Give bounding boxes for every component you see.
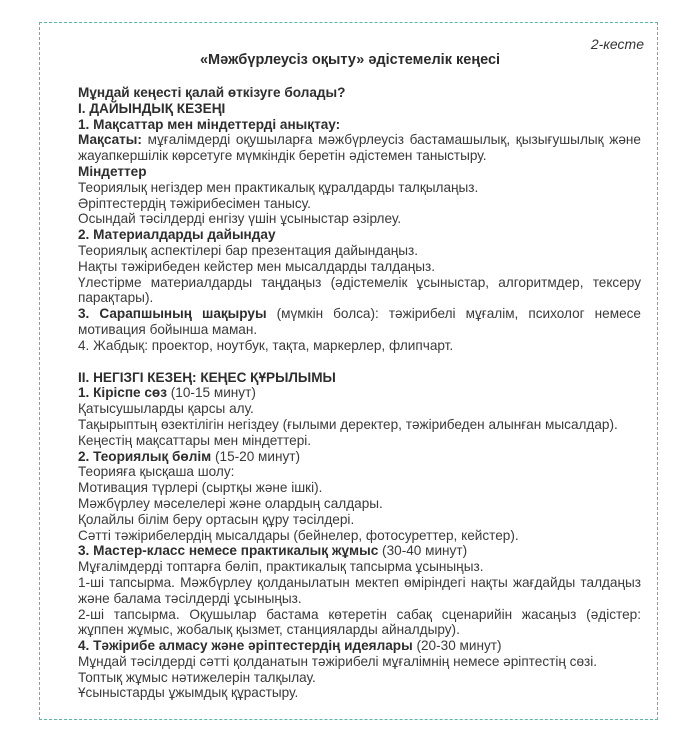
task-line: Әріптестердің тәжірибесімен танысу. bbox=[78, 195, 311, 211]
expert-label: 3. Сарапшының шақыруы bbox=[78, 306, 267, 322]
stage1-heading: I. ДАЙЫНДЫҚ КЕЗЕҢІ bbox=[78, 100, 226, 116]
exchange-line: Топтық жұмыс нәтижелерін талқылау. bbox=[78, 669, 316, 685]
intro-question: Мұндай кеңесті қалай өткізуге болады? bbox=[78, 85, 346, 100]
intro-speech-label: 1. Кіріспе сөз bbox=[78, 385, 167, 401]
stage2-heading: II. НЕГІЗГІ КЕЗЕҢ: КЕҢЕС ҚҰРЫЛЫМЫ bbox=[78, 369, 336, 385]
exchange-line: Ұсыныстарды ұжымдық құрастыру. bbox=[78, 685, 299, 701]
table-number: 2-кесте bbox=[590, 36, 644, 52]
theory-line: Теорияға қысқаша шолу: bbox=[78, 464, 235, 480]
stage1-item1: 1. Мақсаттар мен міндеттерді анықтау: bbox=[78, 116, 341, 132]
table-title: «Мәжбүрлеусіз оқыту» әдістемелік кеңесі bbox=[199, 52, 501, 68]
theory-line: Мәжбүрлеу мәселелері және олардың салдары. bbox=[78, 495, 383, 511]
stage2-item4 bbox=[78, 638, 641, 654]
intro-line: Кеңестің мақсаттары мен міндеттері. bbox=[78, 432, 312, 448]
exchange-line: Мұндай тәсілдерді сәтті қолданатын тәжірибелі мұғалімнің немесе әріптестің сөзі. bbox=[78, 653, 598, 669]
masterclass-time: (30-40 минут) bbox=[378, 543, 468, 559]
theory-label: 2. Теориялық бөлім bbox=[78, 448, 212, 464]
task-line: Осындай тәсілдерді енгізу үшін ұсыныстар әзірлеу. bbox=[78, 211, 402, 227]
practice-line: Мұғалімдерді топтарға бөліп, практикалық тапсырма ұсыныңыз. bbox=[78, 559, 484, 575]
theory-time: (15-20 минут) bbox=[211, 448, 301, 464]
table-content bbox=[78, 85, 641, 701]
goal-paragraph bbox=[78, 132, 641, 164]
exchange-label: 4. Тәжірибе алмасу және әріптестердің идеялары bbox=[78, 638, 413, 654]
expert-text: (мүмкін болса): тәжірибелі мұғалім, психолог немесе мотивация бойынша маман. bbox=[78, 306, 641, 337]
theory-line: Сәтті тәжірибелердің мысалдары (бейнелер, фотосуреттер, кейстер). bbox=[78, 527, 519, 543]
exchange-time: (20-30 минут) bbox=[412, 638, 502, 654]
goal-text: мұғалімдерді оқушыларға мәжбүрлеусіз бастамашылық, қызығушылық және жауапкершілік көрсетуге мүмкіндік беретін әдістемен таныстыру. bbox=[78, 132, 641, 164]
intro-speech-time: (10-15 минут) bbox=[167, 385, 256, 401]
stage2-item1 bbox=[78, 385, 641, 401]
theory-line: Қолайлы білім беру ортасын құру тәсілдері. bbox=[78, 511, 355, 527]
masterclass-label: 3. Мастер-класс немесе практикалық жұмыс bbox=[78, 543, 379, 559]
intro-line: Тақырыптың өзектілігін негіздеу (ғылыми деректер, тәжірибеден алынған мысалдар). bbox=[78, 416, 618, 432]
tasks-label: Міндеттер bbox=[78, 163, 147, 179]
stage1-item2: 2. Материалдарды дайындау bbox=[78, 227, 276, 243]
task1-paragraph: 1-ші тапсырма. Мәжбүрлеу қолданылатын мектеп өміріндегі нақты жағдайды талдаңыз және балама тәсілдерді ұсыныңыз. bbox=[78, 574, 641, 606]
stage1-item4: 4. Жабдық: проектор, ноутбук, тақта, маркерлер, флипчарт. bbox=[78, 337, 454, 353]
task-line: Теориялық негіздер мен практикалық құралдарды талқылаңыз. bbox=[78, 179, 479, 195]
stage2-item3 bbox=[78, 543, 641, 559]
stage1-item3 bbox=[78, 306, 641, 338]
task2-paragraph: 2-ші тапсырма. Оқушылар бастама көтеретін сабақ сценарийін жасаңыз (әдістер: жұппен жұмыс, жобалық қызмет, станцияларды айналдыру). bbox=[78, 606, 641, 638]
intro-line: Қатысушыларды қарсы алу. bbox=[78, 401, 254, 417]
theory-line: Мотивация түрлері (сыртқы және ішкі). bbox=[78, 480, 323, 496]
material-line: Теориялық аспектілері бар презентация дайындаңыз. bbox=[78, 242, 419, 258]
material-line: Нақты тәжірибеден кейстер мен мысалдарды талдаңыз. bbox=[78, 258, 436, 274]
material-handouts: Үлестірме материалдарды таңдаңыз (әдістемелік ұсыныстар, алгоритмдер, тексеру парақтары). bbox=[78, 274, 641, 306]
goal-label: Мақсаты: bbox=[78, 132, 142, 148]
stage2-item2 bbox=[78, 449, 641, 465]
